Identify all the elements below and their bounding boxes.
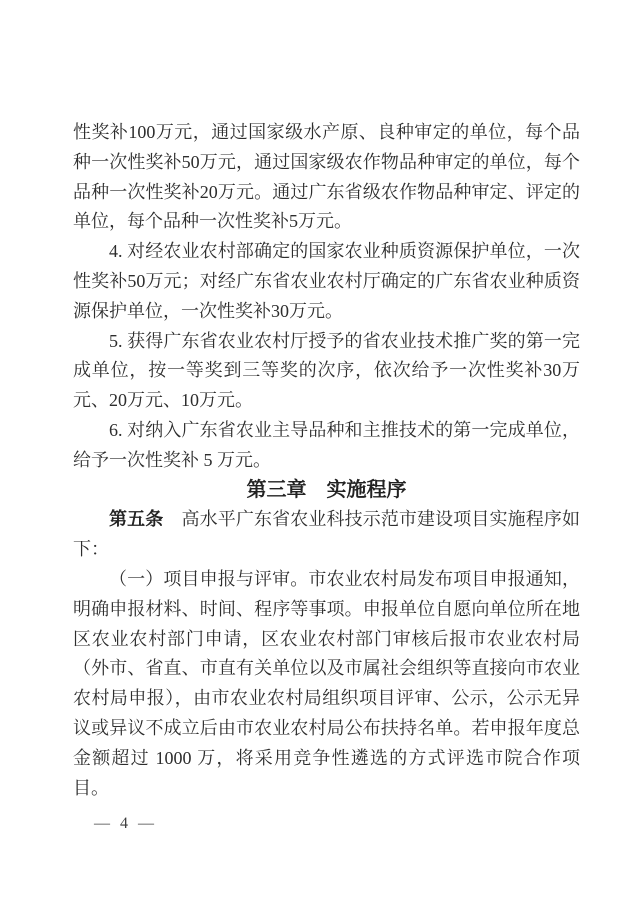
article-label: 第五条 — [109, 509, 164, 530]
chapter-heading: 第三章 实施程序 — [246, 478, 407, 501]
paragraph-item-4: 4. 对经农业农村部确定的国家农业种质资源保护单位，一次性奖补50万元；对经广东省农业农村厅确定的广东省农业种质资源保护单位，一次性奖补30万元。 — [73, 241, 580, 321]
paragraph-item-6: 6. 对纳入广东省农业主导品种和主推技术的第一完成单位，给予一次性奖补 5 万元。 — [73, 419, 580, 470]
paragraph-article-5 — [73, 505, 580, 565]
article-text: 高水平广东省农业科技示范市建设项目实施程序如下： — [73, 509, 581, 560]
page-number: — 4 — — [94, 815, 155, 832]
document-body — [73, 118, 580, 803]
paragraph-item-5: 5. 获得广东省农业农村厅授予的省农业技术推广奖的第一完成单位，按一等奖到三等奖的次序，依次给予一次性奖补30万元、20万元、10万元。 — [73, 330, 580, 411]
paragraph-reward-continuation: 性奖补100万元，通过国家级水产原、良种审定的单位，每个品种一次性奖补50万元，通过国家级农作物品种审定的单位，每个品种一次性奖补20万元。通过广东省级农作物品种审定、评定的单位，每个品种一次性奖补5万元。 — [73, 122, 580, 232]
paragraph-procedure-1: （一）项目申报与评审。市农业农村局发布项目申报通知，明确申报材料、时间、程序等事项。申报单位自愿向单位所在地区农业农村部门申请，区农业农村部门审核后报市农业农村局（外市、省直、市直有关单位以及市属社会组织等直接向市农业农村局申报），由市农业农村局组织项目评审、公示，公示无异议或异议不成立后由市农业农村局公布扶持名单。若申报年度总金额超过 1000 万，将采用竞争性遴选的方式评选市院合作项目。 — [73, 568, 580, 798]
